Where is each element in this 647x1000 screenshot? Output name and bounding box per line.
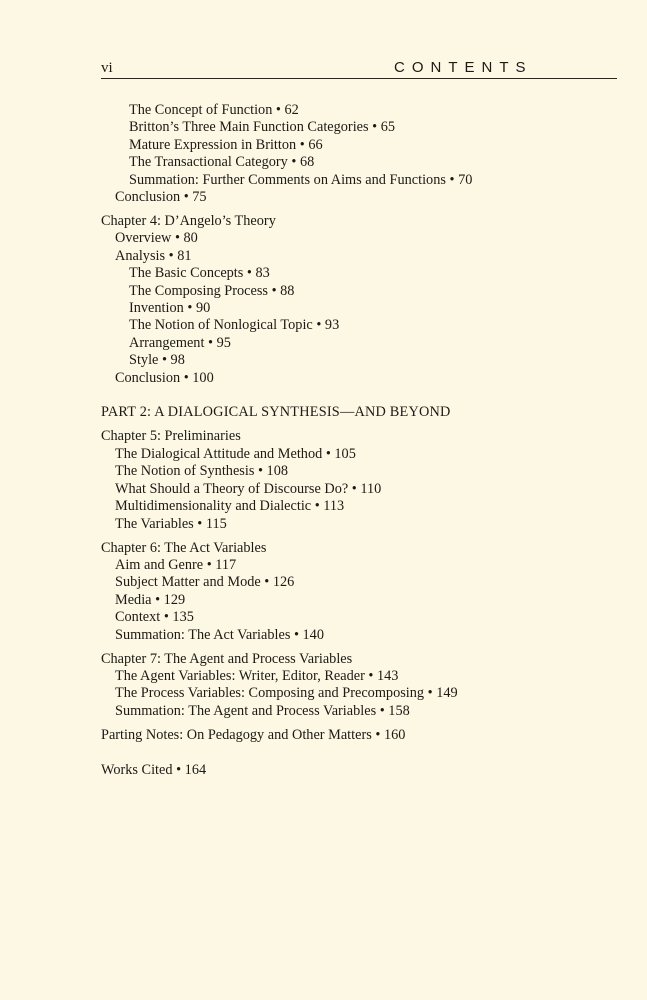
toc-entry: Conclusion • 75 [115,189,207,206]
toc-entry: The Composing Process • 88 [129,282,295,299]
toc-entry: Multidimensionality and Dialectic • 113 [115,498,345,515]
toc-entry: Arrangement • 95 [129,334,231,351]
toc-chapter-title: Chapter 4: D’Angelo’s Theory [101,213,276,230]
toc-entry: The Notion of Synthesis • 108 [115,463,288,480]
toc-entry: Conclusion • 100 [115,369,214,386]
toc-entry: Works Cited • 164 [101,761,207,778]
toc-entry: The Process Variables: Composing and Precomposing • 149 [115,685,458,702]
toc-entry: Subject Matter and Mode • 126 [115,574,295,591]
toc-entry: The Basic Concepts • 83 [129,265,270,282]
toc-entry: The Variables • 115 [115,515,227,532]
toc-entry: Analysis • 81 [115,247,192,264]
toc-entry: Context • 135 [115,609,194,626]
toc-entry: Summation: The Act Variables • 140 [115,626,324,643]
toc-entry: Overview • 80 [115,230,198,247]
toc-entry: Media • 129 [115,591,186,608]
toc-entry: Invention • 90 [129,300,211,317]
page-number: vi [101,60,113,76]
running-head: CONTENTS [394,59,533,76]
toc-entry: Style • 98 [129,352,185,369]
toc-entry: The Transactional Category • 68 [129,154,315,171]
toc-entry: Parting Notes: On Pedagogy and Other Matters • 160 [101,726,406,743]
toc-entry: Britton’s Three Main Function Categories • 65 [129,119,396,136]
toc-chapter-title: Chapter 6: The Act Variables [101,539,267,556]
toc-entry: The Notion of Nonlogical Topic • 93 [129,317,340,334]
toc-entry: Summation: The Agent and Process Variables • 158 [115,702,410,719]
page-header [101,58,617,79]
toc-entry: Aim and Genre • 117 [115,556,237,573]
table-of-contents [101,102,621,779]
toc-entry: What Should a Theory of Discourse Do? • 110 [115,480,382,497]
toc-part-heading: PART 2: A DIALOGICAL SYNTHESIS—AND BEYOND [101,404,451,421]
toc-chapter-title: Chapter 7: The Agent and Process Variables [101,650,353,667]
toc-entry: The Dialogical Attitude and Method • 105 [115,445,356,462]
toc-entry: The Agent Variables: Writer, Editor, Reader • 143 [115,667,399,684]
toc-entry: The Concept of Function • 62 [129,102,299,118]
toc-entry: Summation: Further Comments on Aims and Functions • 70 [129,171,473,188]
toc-chapter-title: Chapter 5: Preliminaries [101,428,241,445]
toc-entry: Mature Expression in Britton • 66 [129,136,323,153]
